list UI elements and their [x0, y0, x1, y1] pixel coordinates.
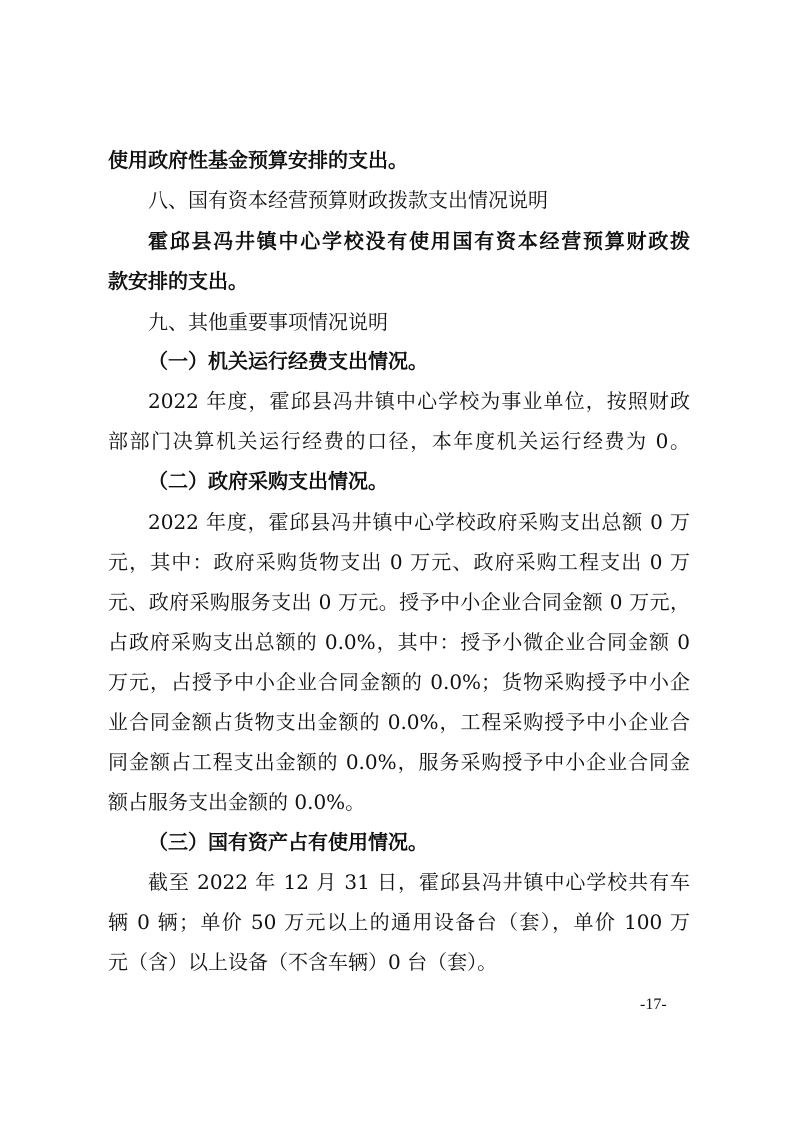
subsection-heading-3: （三）国有资产占有使用情况。 — [148, 830, 428, 854]
paragraph-line: 额占服务支出金额的 0.0%。 — [108, 790, 366, 814]
paragraph-line: 元（含）以上设备（不含车辆）0 台（套）。 — [108, 950, 498, 974]
paragraph-line: 业合同金额占货物支出金额的 0.0%，工程采购授予中小企业合 — [108, 710, 690, 734]
paragraph-line: 部部门决算机关运行经费的口径，本年度机关运行经费为 0。 — [108, 429, 690, 453]
subsection-heading-1: （一）机关运行经费支出情况。 — [148, 349, 428, 373]
paragraph-line: 2022 年度，霍邱县冯井镇中心学校为事业单位，按照财政 — [148, 389, 690, 413]
paragraph-line: 辆 0 辆；单价 50 万元以上的通用设备台（套），单价 100 万 — [108, 910, 690, 934]
paragraph-line: 元，其中：政府采购货物支出 0 万元、政府采购工程支出 0 万 — [108, 550, 690, 574]
paragraph-line: 使用政府性基金预算安排的支出。 — [108, 148, 408, 172]
paragraph-line: 款安排的支出。 — [108, 269, 248, 293]
page-number: -17- — [640, 996, 667, 1013]
paragraph-line: 同金额占工程支出金额的 0.0%，服务采购授予中小企业合同金 — [108, 750, 690, 774]
paragraph-line: 2022 年度，霍邱县冯井镇中心学校政府采购支出总额 0 万 — [148, 510, 690, 534]
paragraph-line: 截至 2022 年 12 月 31 日，霍邱县冯井镇中心学校共有车 — [148, 870, 690, 894]
section-heading-9: 九、其他重要事项情况说明 — [148, 310, 388, 334]
subsection-heading-2: （二）政府采购支出情况。 — [148, 469, 388, 493]
paragraph-line: 万元，占授予中小企业合同金额的 0.0%；货物采购授予中小企 — [108, 670, 690, 694]
paragraph-line: 元、政府采购服务支出 0 万元。授予中小企业合同金额 0 万元， — [108, 590, 690, 614]
paragraph-line: 占政府采购支出总额的 0.0%，其中：授予小微企业合同金额 0 — [108, 630, 690, 654]
section-heading-8: 八、国有资本经营预算财政拨款支出情况说明 — [148, 188, 548, 212]
paragraph-line: 霍邱县冯井镇中心学校没有使用国有资本经营预算财政拨 — [148, 229, 690, 253]
